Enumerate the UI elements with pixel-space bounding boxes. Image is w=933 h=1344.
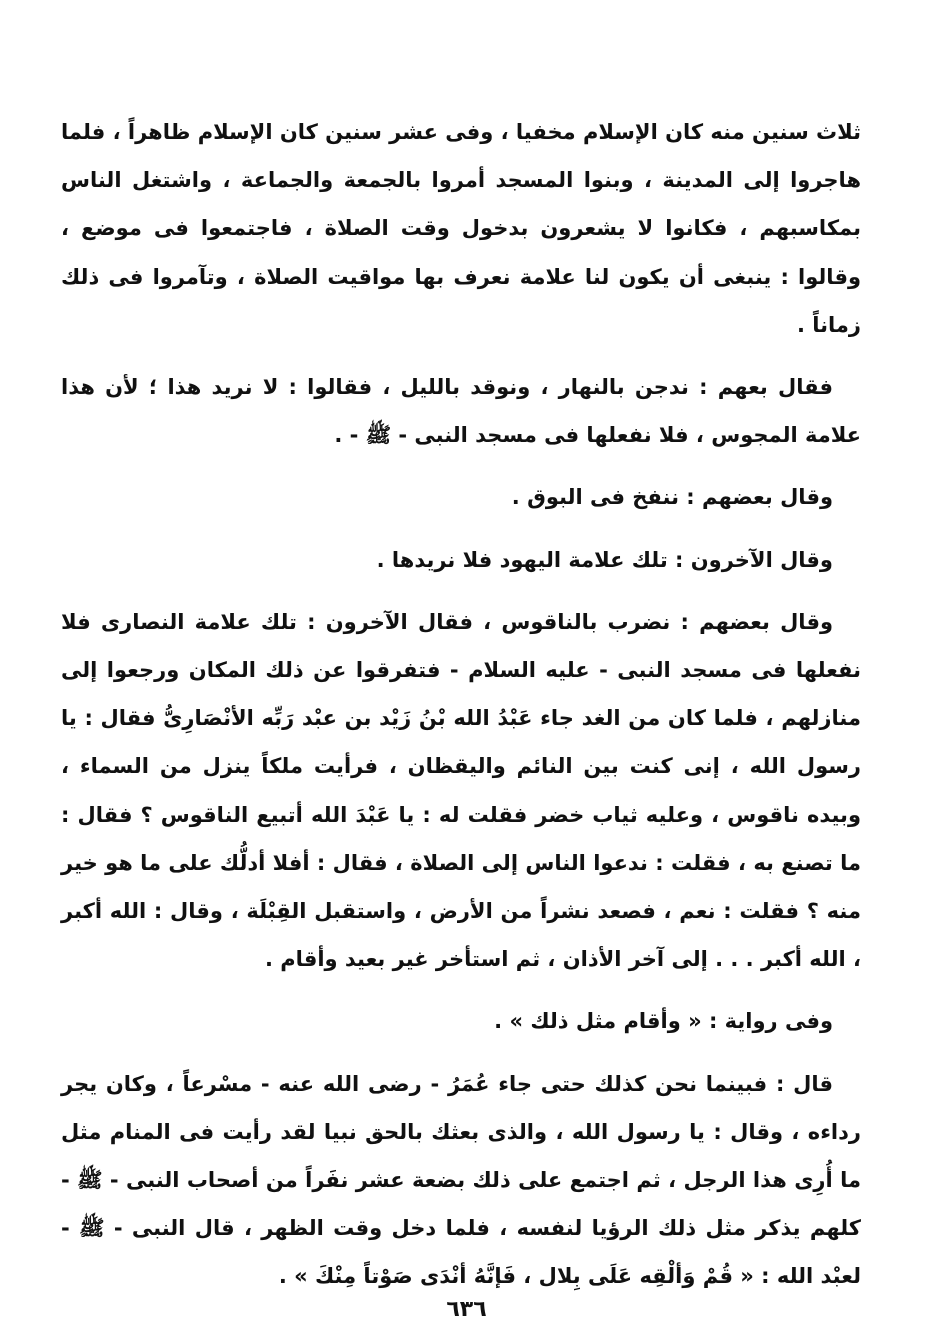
paragraph-1: ثلاث سنين منه كان الإسلام مخفيا ، وفى عشر سنين كان الإسلام ظاهراً ، فلما هاجروا إلى المدينة ، وبنوا المسجد أمروا بالجمعة والجماعة ، واشتغل الناس بمكاسبهم ، فكانوا لا يشعرون بدخول وقت الصلاة ، فاجتمعوا فى موضع ، وقالوا : ينبغى أن يكون لنا علامة نعرف بها مواقيت الصلاة ، وتآمروا فى ذلك زماناً .	[61, 120, 861, 337]
page-body	[61, 108, 861, 1315]
paragraph-7: قال : فبينما نحن كذلك حتى جاء عُمَرُ - رضى الله عنه - مسْرعاً ، وكان يجر رداءه ، وقال : يا رسول الله ، والذى بعثك بالحق نبيا لقد رأيت فى المنام مثل ما أُرِى هذا الرجل ، ثم اجتمع على ذلك بضعة عشر نفَراً من أصحاب النبى - ﷺ - كلهم يذكر مثل ذلك الرؤيا لنفسه ، فلما دخل وقت الظهر ، قال النبى - ﷺ - لعبْد الله : « قُمْ وَألْقِه عَلَى بِلال ، فَإنَّهُ أنْدَى صَوْتاً مِنْكَ » .	[61, 1071, 861, 1289]
paragraph-3: وقال بعضهم : ننفخ فى البوق .	[511, 485, 833, 510]
paragraph-6: وفى رواية : « وأقام مثل ذلك » .	[494, 1009, 833, 1034]
paragraph-4: وقال الآخرون : تلك علامة اليهود فلا نريدها .	[376, 547, 833, 572]
page-number: ٦٣٦	[446, 1297, 487, 1322]
paragraph-5: وقال بعضهم : نضرب بالناقوس ، فقال الآخرون : تلك علامة النصارى فلا نفعلها فى مسجد النبى - عليه السلام - فتفرقوا عن ذلك المكان ورجعوا إلى منازلهم ، فلما كان من الغد جاء عَبْدُ الله بْنُ زَيْد بن عبْد رَبِّه الأنْصَارِىُّ فقال : يا رسول الله ، إنى كنت بين النائم واليقظان ، فرأيت ملكاً ينزل من السماء ، وبيده ناقوس ، وعليه ثياب خضر فقلت له : يا عَبْدَ الله أتبيع الناقوس ؟ فقال : ما تصنع به ، فقلت : ندعوا الناس إلى الصلاة ، فقال : أفلا أدلُّك على ما هو خير منه ؟ فقلت : نعم ، فصعد نشراً من الأرض ، واستقبل القِبْلَة ، وقال : الله أكبر ، الله أكبر . . . إلى آخر الأذان ، ثم استأخر غير بعيد وأقام .	[61, 609, 861, 972]
paragraph-2: فقال بعهم : ندجن بالنهار ، ونوقد بالليل ، فقالوا : لا نريد هذا ؛ لأن هذا علامة المجوس ، فلا نفعلها فى مسجد النبى - ﷺ - .	[61, 375, 861, 448]
